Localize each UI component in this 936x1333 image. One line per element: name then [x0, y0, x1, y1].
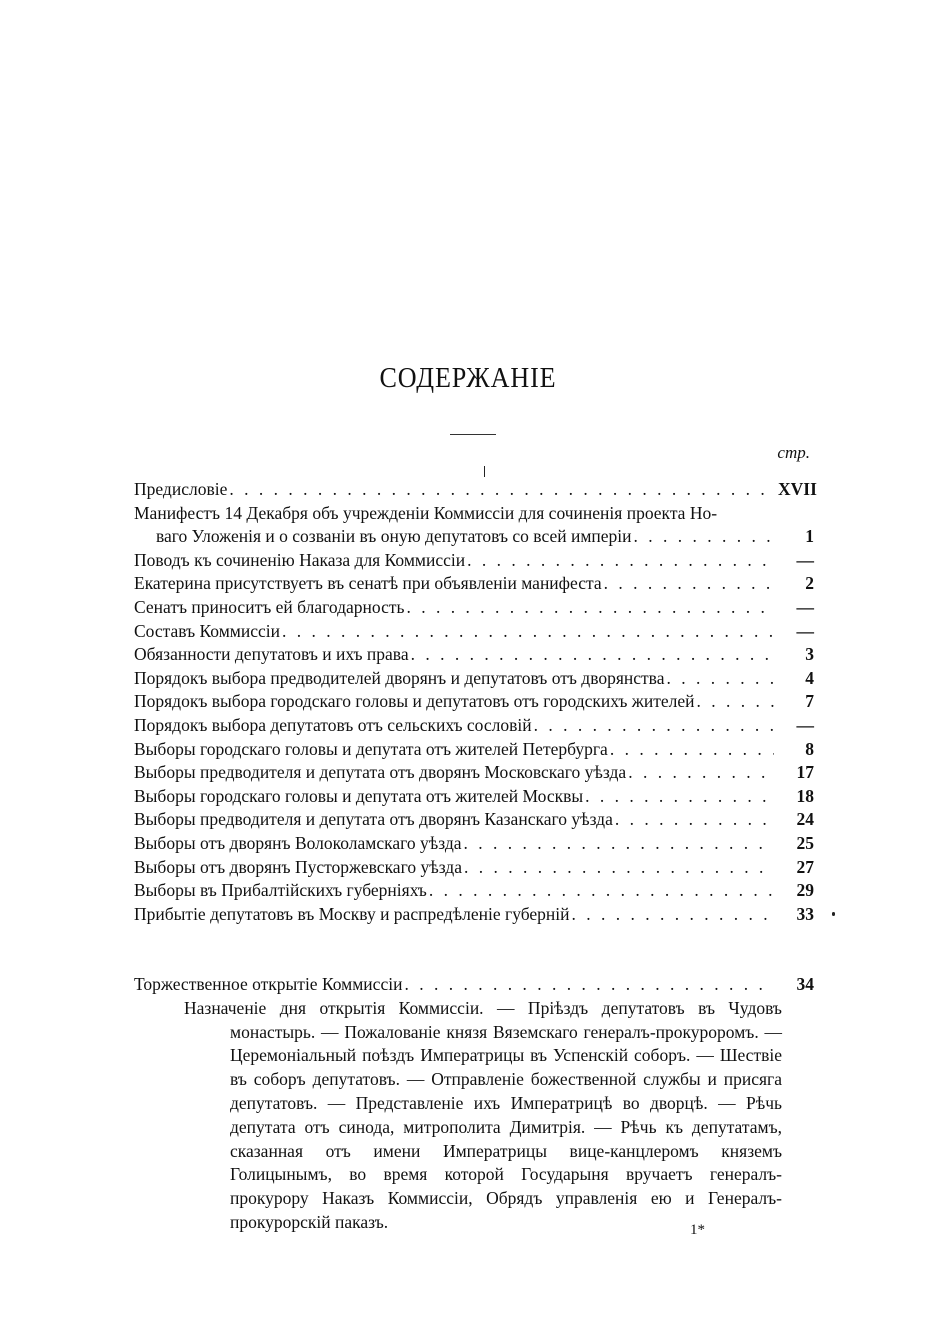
toc-entry-text: Порядокъ выбора депутатовъ отъ сельскихъ сословій [134, 714, 532, 735]
leader-dots [615, 808, 774, 832]
leader-dots [229, 478, 774, 502]
toc-entry-text: Обязанности депутатовъ и ихъ права [134, 644, 409, 665]
toc-entry[interactable] [134, 832, 814, 856]
toc-entry[interactable] [134, 572, 814, 596]
toc-entry-page: XVII [778, 479, 817, 499]
toc-entry-continuation[interactable] [134, 525, 814, 549]
toc-entry[interactable] [134, 738, 814, 762]
toc-entry[interactable] [134, 667, 814, 691]
toc-entry-page: 3 [805, 644, 814, 665]
toc-entry[interactable] [134, 620, 814, 644]
toc-entry-text: Выборы отъ дворянъ Волоколамскаго уѣзда [134, 832, 462, 853]
toc-entry-page: 27 [796, 856, 814, 877]
toc-entry-page: 33 [796, 903, 814, 924]
section-summary [184, 997, 782, 1235]
toc-entry-text: Выборы предводителя и депутата отъ дворянъ Казанскаго уѣзда [134, 809, 613, 830]
toc-entry-page: 8 [805, 738, 814, 759]
toc-entry[interactable] [134, 785, 814, 809]
toc-entry-text: Порядокъ выбора предводителей дворянъ и депутатовъ отъ дворянства [134, 667, 665, 688]
toc-entry[interactable] [134, 714, 814, 738]
toc-entry-page: — [796, 596, 814, 617]
leader-dots [634, 525, 774, 549]
toc-entry[interactable] [134, 856, 814, 880]
toc-entry[interactable] [134, 596, 814, 620]
toc-entry-text: Предисловіе [134, 479, 228, 499]
leader-dots [464, 856, 774, 880]
toc-entry-page: 34 [796, 974, 814, 995]
toc-entry-page: 2 [805, 573, 814, 594]
toc-entry-page: 7 [805, 691, 814, 712]
toc-entry-page: — [796, 549, 814, 570]
leader-dots [610, 738, 774, 762]
leader-dots [697, 690, 775, 714]
toc-entry[interactable] [134, 761, 814, 785]
toc-entry-text: Выборы городскаго головы и депутата отъ жителей Москвы [134, 785, 584, 806]
toc-entry-page: 4 [805, 667, 814, 688]
leader-dots [429, 879, 774, 903]
toc-entry-page: 24 [796, 809, 814, 830]
toc-entry-text: Порядокъ выбора городскаго головы и депутатовъ отъ городскихъ жителей [134, 691, 695, 712]
leader-dots [467, 549, 774, 573]
toc-entry[interactable] [134, 549, 814, 573]
toc-entry-text: Сенатъ приноситъ ей благодарность [134, 596, 405, 617]
leader-dots [282, 620, 774, 644]
toc-entry[interactable] [134, 690, 814, 714]
leader-dots [604, 572, 774, 596]
toc-entry[interactable] [134, 643, 814, 667]
leader-dots [666, 667, 774, 691]
toc-entry[interactable] [134, 478, 817, 502]
toc-entry-text: Торжественное открытіе Коммиссіи [134, 974, 403, 995]
leader-dots [572, 903, 774, 927]
toc-entry-text: Выборы въ Прибалтійскихъ губерніяхъ [134, 880, 427, 901]
toc-entry-page: 18 [796, 785, 814, 806]
title-divider [450, 434, 496, 435]
page-title: СОДЕРЖАНІЕ [379, 362, 557, 394]
section-summary-text: Назначеніе дня открытія Коммиссіи. — Пріѣздъ депутатовъ въ Чудовъ монастырь. — Пожалованіе князя Вяземскаго генералъ-прокуроромъ. — Церемоніальный поѣздъ Императрицы въ Успенскій соборъ. — Шествіе въ соборъ депутатовъ. — Отправленіе божественной службы и присяга депутатовъ. — Представленіе ихъ Императрицѣ во дворцѣ. — Рѣчь депутата отъ синода, митрополита Димитрія. — Рѣчь къ депутатамъ, сказанная отъ имени Императрицы вице-канцлеромъ княземъ Голицынымъ, во время которой Государыня вручаетъ генералъ-прокурору Наказъ Коммиссіи, Обрядъ управленія ею и Генералъ-прокурорскій паказъ. [184, 997, 782, 1233]
toc-entry-page: — [796, 620, 814, 641]
leader-dots [628, 761, 774, 785]
leader-dots [585, 785, 774, 809]
toc-entry-section[interactable] [134, 973, 814, 997]
toc-entry-text: Манифестъ 14 Декабря объ учрежденіи Коммиссіи для сочиненія проекта Но- [134, 502, 718, 523]
toc-entry-page: 1 [805, 526, 814, 547]
toc-entry[interactable] [134, 502, 814, 526]
toc-entry[interactable] [134, 879, 814, 903]
toc-entry-text: Поводъ къ сочиненію Наказа для Коммиссіи [134, 549, 466, 570]
toc-entry-page: 29 [796, 880, 814, 901]
toc-entry[interactable] [134, 808, 814, 832]
toc-entry-page: 17 [796, 762, 814, 783]
leader-dots [534, 714, 774, 738]
leader-dots [463, 832, 774, 856]
toc-entry-text: Составъ Коммиссіи [134, 620, 280, 641]
toc-entry-text: Выборы отъ дворянъ Пусторжевскаго уѣзда [134, 856, 462, 877]
scan-speck [484, 466, 485, 477]
toc-entry-page: 25 [796, 832, 814, 853]
toc-entry[interactable] [134, 903, 814, 927]
toc-entry-page: — [796, 714, 814, 735]
toc-entry-text: Екатерина присутствуетъ въ сенатѣ при объявленіи манифеста [134, 573, 602, 594]
leader-dots [406, 596, 774, 620]
page-column-header: стр. [777, 443, 810, 462]
toc-entry-text: Выборы городскаго головы и депутата отъ жителей Петербурга [134, 738, 608, 759]
scan-speck [832, 912, 835, 916]
section-gap [134, 926, 814, 973]
signature-mark: 1* [690, 1222, 705, 1238]
toc-entry-text: Прибытіе депутатовъ въ Москву и распредѣленіе губерній [134, 903, 570, 924]
toc-entry-text-continuation: ваго Уложенія и о созваніи въ оную депутатовъ со всей имперіи [156, 526, 632, 547]
leader-dots [404, 973, 774, 997]
toc-entry-text: Выборы предводителя и депутата отъ дворянъ Московскаго уѣзда [134, 762, 627, 783]
leader-dots [411, 643, 774, 667]
table-of-contents [134, 478, 817, 1235]
